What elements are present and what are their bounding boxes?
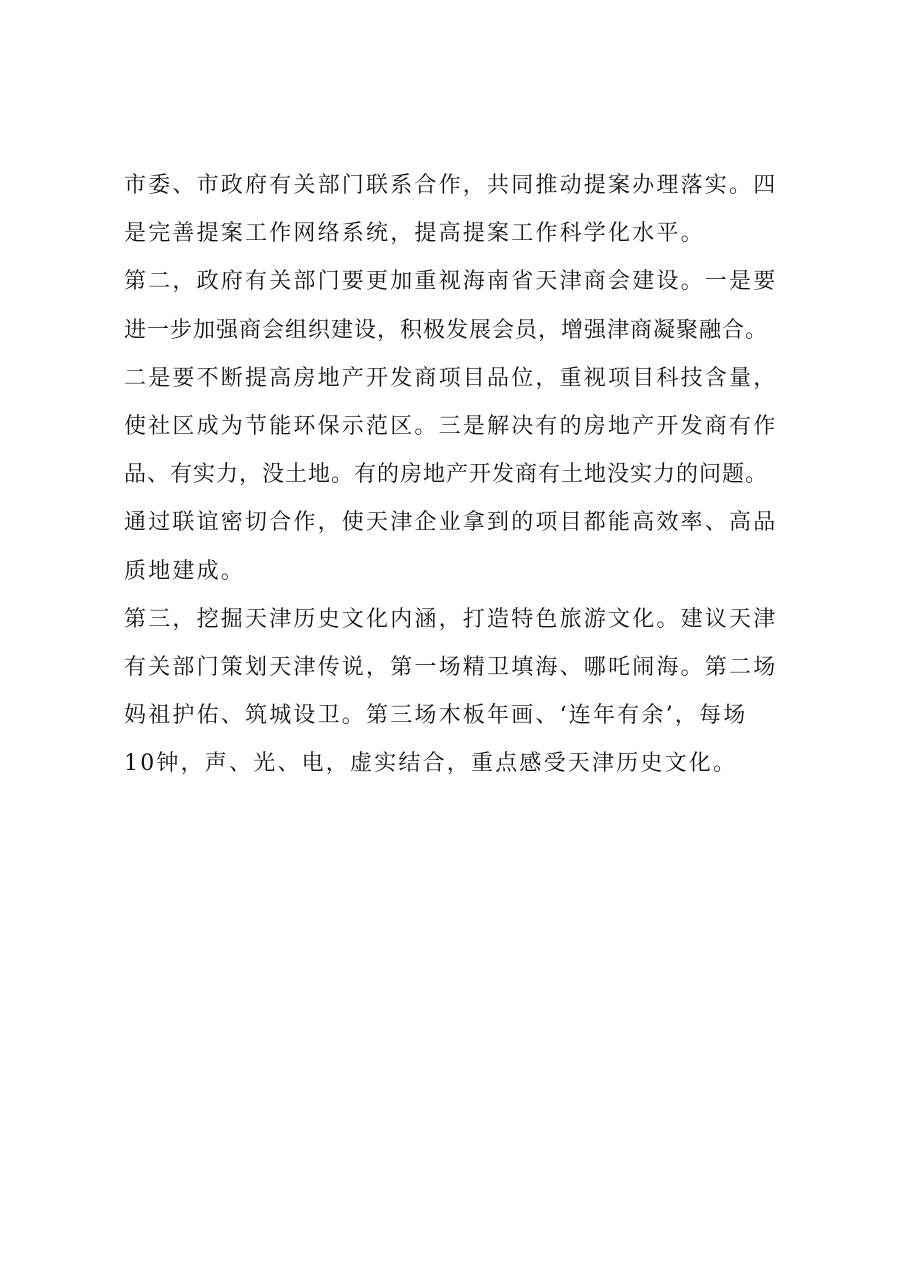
- document-body: [124, 162, 824, 788]
- text-line: 质地建成。: [124, 558, 246, 584]
- text-line: 第三，挖掘天津历史文化内涵，打造特色旅游文化。建议天津: [124, 606, 778, 632]
- text-line: 品、有实力，没土地。有的房地产开发商有土地没实力的问题。: [124, 462, 769, 488]
- text-line: 10钟，声、光、电，虚实结合，重点感受天津历史文化。: [124, 751, 738, 777]
- text-line: 是完善提案工作网络系统，提高提案工作科学化水平。: [124, 221, 705, 247]
- text-line: 通过联谊密切合作，使天津企业拿到的项目都能高效率、高品: [124, 510, 778, 536]
- text-line: 市委、市政府有关部门联系合作，共同推动提案办理落实。四: [124, 173, 778, 198]
- text-line: 第二，政府有关部门要更加重视海南省天津商会建设。一是要: [124, 269, 778, 295]
- text-line: 有关部门策划天津传说，第一场精卫填海、哪吒闹海。第二场: [124, 654, 778, 680]
- text-line: 妈祖护佑、筑城设卫。第三场木板年画、‘连年有余’，每场: [124, 703, 748, 729]
- text-line: 进一步加强商会组织建设，积极发展会员，增强津商凝聚融合。: [124, 317, 769, 343]
- text-line: 二是要不断提高房地产开发商项目品位，重视项目科技含量，: [124, 365, 778, 391]
- text-line: 使社区成为节能环保示范区。三是解决有的房地产开发商有作: [124, 413, 778, 439]
